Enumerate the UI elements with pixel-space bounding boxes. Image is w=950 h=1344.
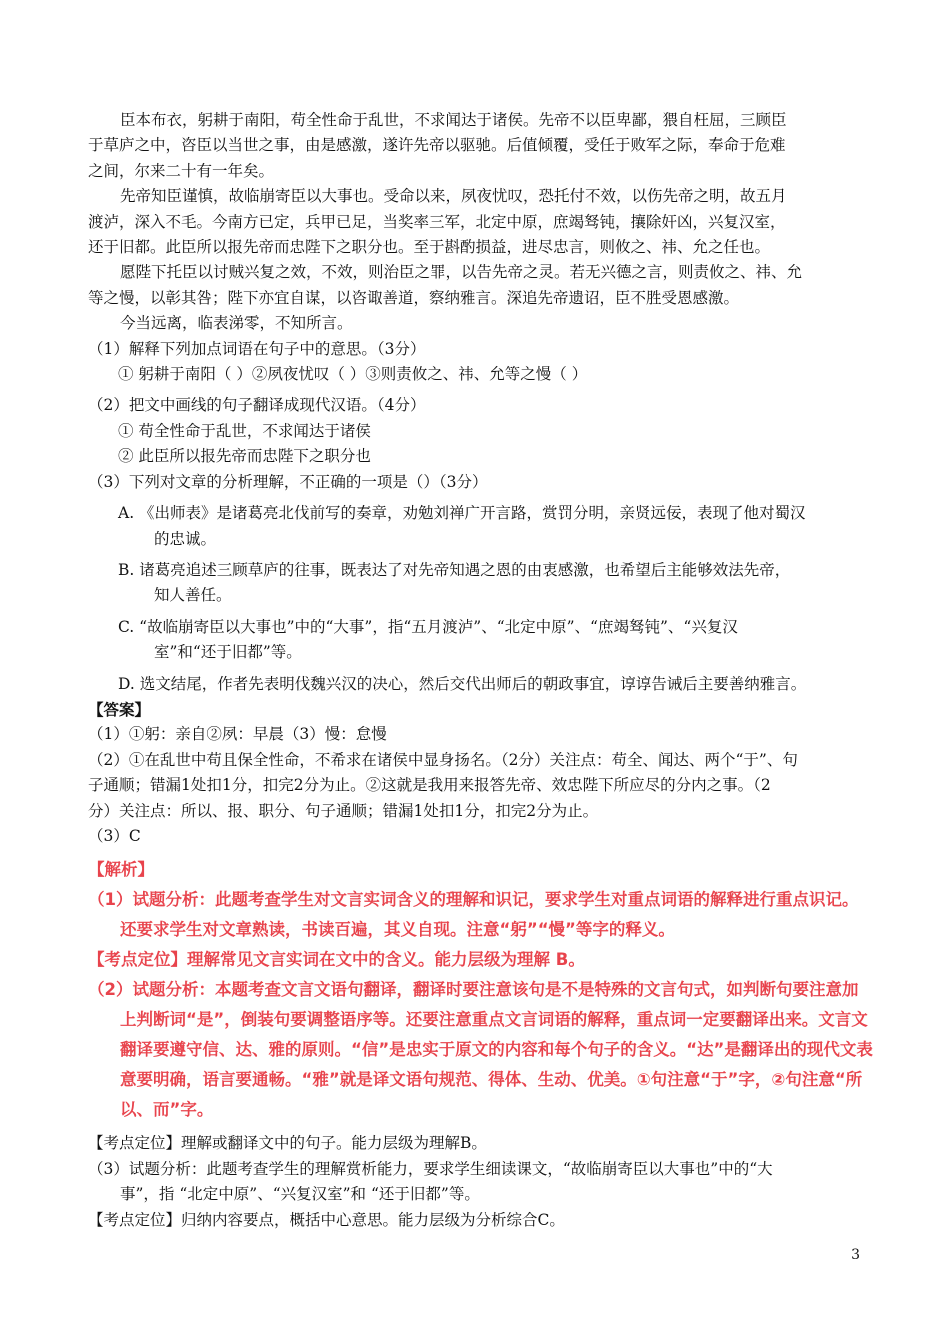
passage-line: 臣本布衣，躬耕于南阳，苟全性命于乱世，不求闻达于诸侯。先帝不以臣卑鄙，猥自枉屈，三顾臣 xyxy=(120,111,787,129)
passage-line: 愿陛下托臣以讨贼兴复之效，不效，则治臣之罪，以告先帝之灵。若无兴德之言，则责攸之、祎、允 xyxy=(120,263,803,282)
question-2-item: ② 此臣所以报先帝而忠陛下之职分也 xyxy=(118,447,371,466)
answer-3: （3）C xyxy=(88,826,141,845)
key-point-2: 【考点定位】理解或翻译文中的句子。能力层级为理解B。 xyxy=(88,1134,487,1153)
question-1-title: （1）解释下列加点词语在句子中的意思。（3分） xyxy=(88,339,426,358)
passage-line: 今当远离，临表涕零，不知所言。 xyxy=(120,314,353,333)
analysis-2: 翻译要遵守信、达、雅的原则。“信”是忠实于原文的内容和每个句子的含义。“达”是翻译出的现代文表 xyxy=(120,1040,873,1060)
analysis-2: （2）试题分析：本题考查文言文语句翻译，翻译时要注意该句是不是特殊的文言句式，如判断句要注意加 xyxy=(88,980,859,1000)
answer-2: （2）①在乱世中苟且保全性命，不希求在诸侯中显身扬名。（2分）关注点：苟全、闻达、两个“于”、句 xyxy=(88,750,798,769)
answer-1: （1）①躬：亲自②夙：早晨（3）慢：怠慢 xyxy=(88,725,387,744)
passage xyxy=(88,108,878,337)
analysis-2: 意要明确，语言要通畅。“雅”就是译文语句规范、得体、生动、优美。①句注意“于”字，②句注意“所 xyxy=(120,1070,863,1090)
analysis-2: 以、而”字。 xyxy=(120,1100,214,1120)
key-point-3: 【考点定位】归纳内容要点，概括中心意思。能力层级为分析综合C。 xyxy=(88,1210,565,1229)
question-3-title: （3）下列对文章的分析理解，不正确的一项是（）（3分） xyxy=(88,472,488,491)
answer-2: 子通顺；错漏1处扣1分，扣完2分为止。②这就是我用来报答先帝、效忠陛下所应尽的分内之事。（2 xyxy=(88,776,771,795)
answer-2: 分）关注点：所以、报、职分、句子通顺；错漏1处扣1分，扣完2分为止。 xyxy=(88,801,599,820)
option-a: A. 《出师表》是诸葛亮北伐前写的奏章，劝勉刘禅广开言路，赏罚分明，亲贤远佞，表现了他对蜀汉 xyxy=(118,504,806,523)
analysis-section xyxy=(88,855,878,1233)
questions xyxy=(88,337,878,697)
option-c: C. “故临崩寄臣以大事也”中的“大事”，指“五月渡泸”、“北定中原”、“庶竭驽钝”、“兴复汉 xyxy=(118,617,738,636)
answer-heading: 【答案】 xyxy=(88,699,151,719)
question-2-item: ① 苟全性命于乱世，不求闻达于诸侯 xyxy=(118,421,371,440)
option-a-cont: 的忠诚。 xyxy=(154,529,217,548)
answer-section xyxy=(88,697,878,849)
analysis-3: （3）试题分析：此题考查学生的理解赏析能力，要求学生细读课文，“故临崩寄臣以大事也”中的“大 xyxy=(88,1159,773,1178)
option-d: D. 选文结尾，作者先表明伐魏兴汉的决心，然后交代出师后的朝政事宜，谆谆告诫后主要善纳雅言。 xyxy=(118,674,807,693)
passage-line: 之间，尔来二十有一年矣。 xyxy=(88,161,275,180)
option-b: B. 诸葛亮追述三顾草庐的往事，既表达了对先帝知遇之恩的由衷感激，也希望后主能够效法先帝， xyxy=(118,560,791,579)
passage-line: 先帝知臣谨慎，故临崩寄臣以大事也。受命以来，夙夜忧叹，恐托付不效，以伤先帝之明，故五月 xyxy=(120,187,787,206)
analysis-1: 还要求学生对文章熟读，书读百遍，其义自现。注意“躬”“慢”等字的释义。 xyxy=(120,920,675,940)
passage-line: 还于旧都。此臣所以报先帝而忠陛下之职分也。至于斟酌损益，进尽忠言，则攸之、祎、允之任也。 xyxy=(88,238,771,257)
page-number: 3 xyxy=(851,1247,860,1263)
question-2-title: （2）把文中画线的句子翻译成现代汉语。（4分） xyxy=(88,396,426,415)
option-c-cont: 室”和“还于旧都”等。 xyxy=(154,643,302,662)
analysis-2: 上判断词“是”，倒装句要调整语序等。还要注意重点文言词语的解释，重点词一定要翻译出来。文言文 xyxy=(120,1010,868,1030)
passage-line: 渡泸，深入不毛。今南方已定，兵甲已足，当奖率三军，北定中原，庶竭驽钝，攘除奸凶，兴复汉室， xyxy=(88,212,786,231)
analysis-1: （1）试题分析：此题考查学生对文言实词含义的理解和识记，要求学生对重点词语的解释进行重点识记。 xyxy=(88,890,859,910)
analysis-heading: 【解析】 xyxy=(88,860,154,880)
document-page xyxy=(88,108,878,1233)
key-point-1: 【考点定位】理解常见文言实词在文中的含义。能力层级为理解 B。 xyxy=(88,950,585,970)
question-1-items: ① 躬耕于南阳（ ）②夙夜忧叹（ ）③则责攸之、祎、允等之慢（ ） xyxy=(118,365,588,384)
option-b-cont: 知人善任。 xyxy=(154,586,232,605)
analysis-3: 事”，指 “北定中原”、“兴复汉室”和 “还于旧都”等。 xyxy=(120,1185,480,1204)
passage-line: 于草庐之中，咨臣以当世之事，由是感激，遂许先帝以驱驰。后值倾覆，受任于败军之际，奉命于危难 xyxy=(88,136,786,155)
passage-line: 等之慢，以彰其咎；陛下亦宜自谋，以咨诹善道，察纳雅言。深追先帝遗诏，臣不胜受恩感激。 xyxy=(88,288,740,307)
